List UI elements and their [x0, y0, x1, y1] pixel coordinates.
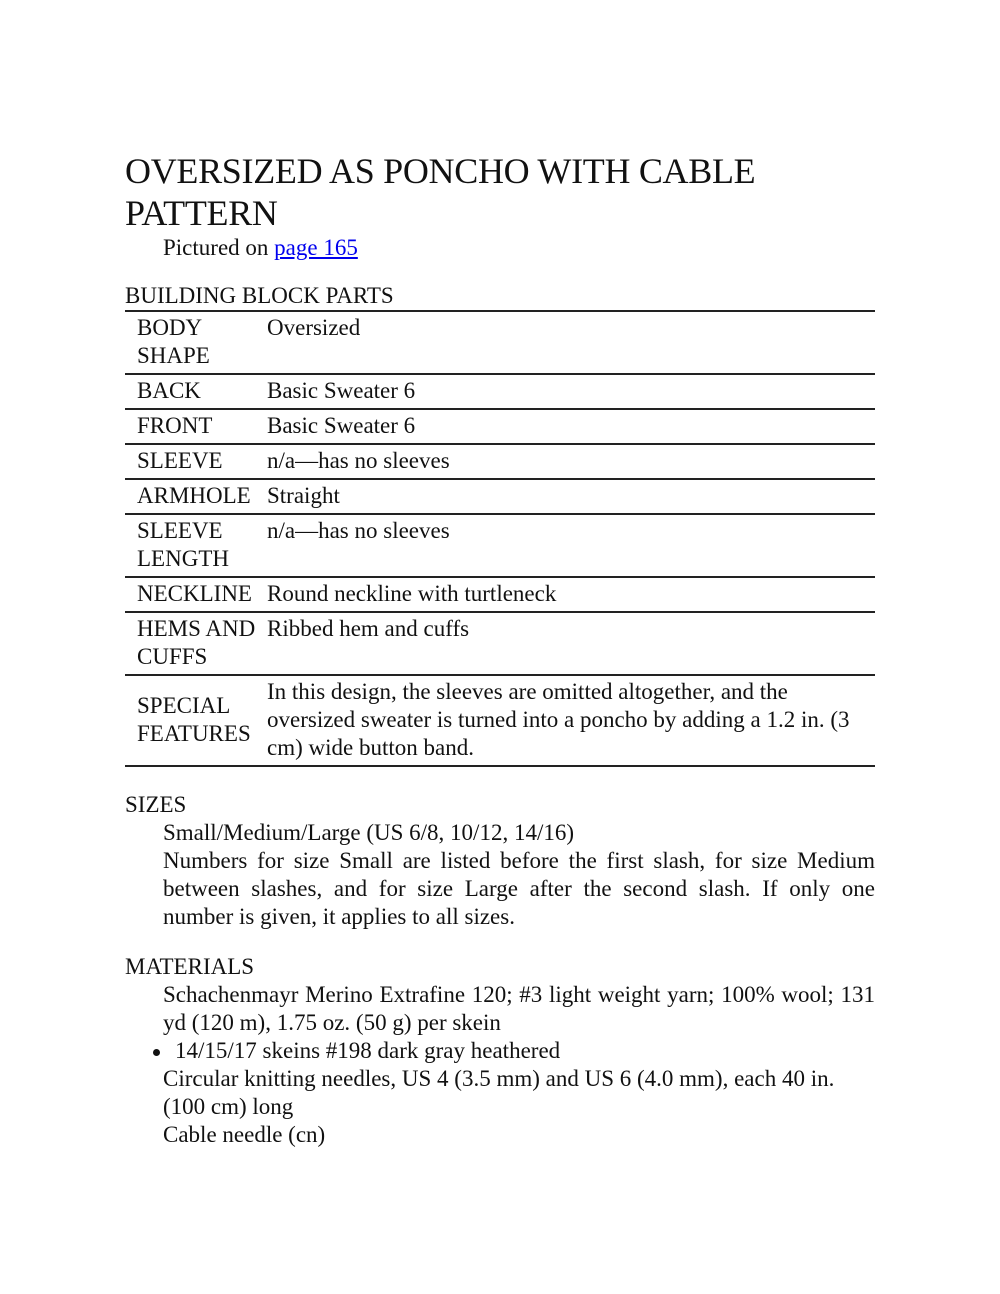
row-value: Straight [267, 483, 340, 508]
row-value: n/a—has no sleeves [267, 518, 450, 543]
row-value: n/a—has no sleeves [267, 448, 450, 473]
row-label: SLEEVE [137, 448, 223, 473]
pictured-line [163, 234, 875, 262]
table-row [125, 675, 875, 766]
row-label: HEMS AND CUFFS [137, 616, 256, 669]
table-row [125, 409, 875, 444]
pattern-title: OVERSIZED AS PONCHO WITH CABLE PATTERN [125, 151, 756, 233]
materials-list [125, 1037, 875, 1065]
building-block-table [125, 310, 875, 767]
row-value: Ribbed hem and cuffs [267, 616, 470, 641]
table-row [125, 577, 875, 612]
building-block-heading: BUILDING BLOCK PARTS [125, 283, 394, 308]
table-row [125, 374, 875, 409]
list-item-text: 14/15/17 skeins #198 dark gray heathered [175, 1038, 561, 1063]
sizes-heading: SIZES [125, 792, 187, 817]
table-row [125, 311, 875, 374]
list-item [125, 1037, 875, 1065]
row-label: BODY SHAPE [137, 315, 210, 368]
sizes-range: Small/Medium/Large (US 6/8, 10/12, 14/16) [163, 820, 574, 845]
bullet-icon [153, 1049, 160, 1056]
pictured-prefix: Pictured on [163, 235, 275, 260]
row-value: Basic Sweater 6 [267, 413, 416, 438]
row-label: SLEEVE LENGTH [137, 518, 229, 571]
table-row [125, 444, 875, 479]
sizes-explanation: Numbers for size Small are listed before the first slash, for size Medium between slashes, and for size Large after the second slash. If only one number is given, it applies to all sizes. [163, 848, 875, 929]
row-value: Oversized [267, 315, 361, 340]
row-label: BACK [137, 378, 201, 403]
materials-cable-needle: Cable needle (cn) [163, 1122, 326, 1147]
row-value: In this design, the sleeves are omitted altogether, and the oversized sweater is turned into a poncho by adding a 1.2 in. (3 cm) wide button band. [267, 679, 850, 760]
row-label: SPECIAL FEATURES [137, 693, 251, 746]
document-page [125, 150, 875, 1149]
row-value: Round neckline with turtleneck [267, 581, 557, 606]
materials-needles: Circular knitting needles, US 4 (3.5 mm) and US 6 (4.0 mm), each 40 in. (100 cm) long [163, 1066, 835, 1119]
row-label: FRONT [137, 413, 213, 438]
table-row [125, 612, 875, 675]
row-label: ARMHOLE [137, 483, 251, 508]
table-row [125, 514, 875, 577]
row-value: Basic Sweater 6 [267, 378, 416, 403]
page-link[interactable]: page 165 [274, 235, 358, 260]
materials-yarn: Schachenmayr Merino Extrafine 120; #3 light weight yarn; 100% wool; 131 yd (120 m), 1.75 oz. (50 g) per skein [163, 982, 875, 1035]
table-row [125, 479, 875, 514]
row-label: NECKLINE [137, 581, 252, 606]
materials-heading: MATERIALS [125, 954, 255, 979]
